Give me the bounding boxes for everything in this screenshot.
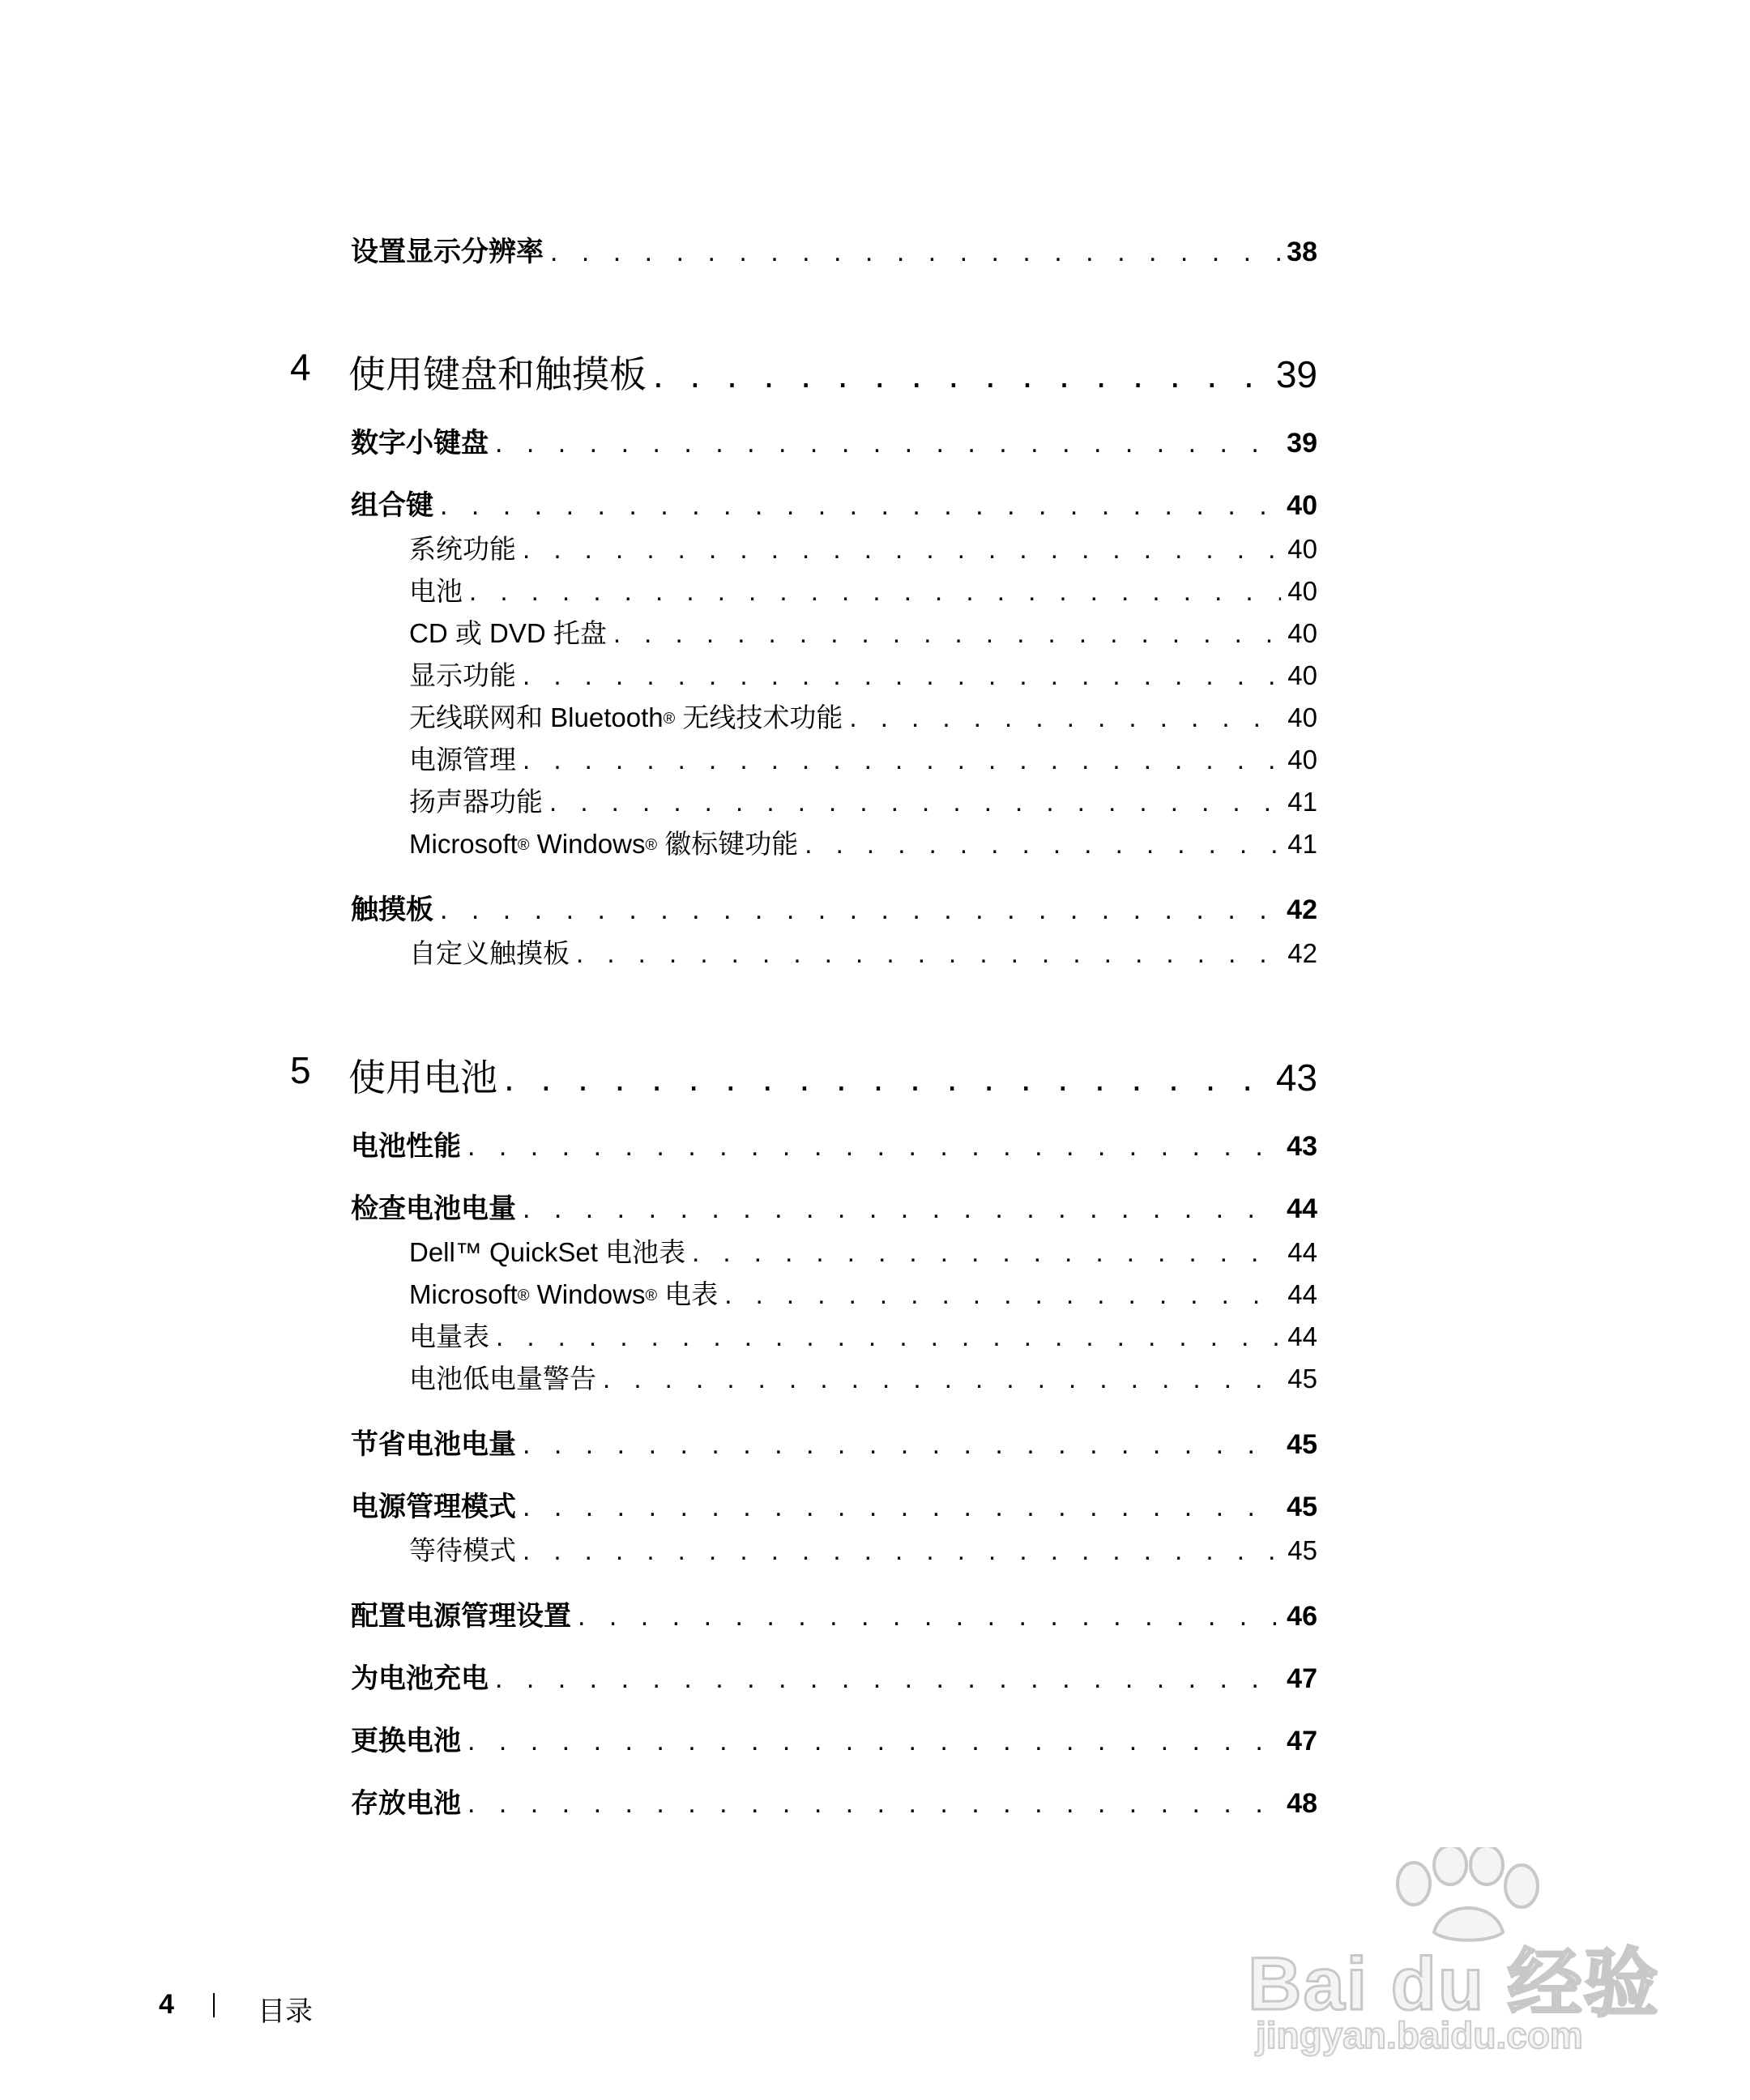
chapter-title: 使用键盘和触摸板 — [348, 353, 647, 395]
chapter-page: 43 — [1275, 1056, 1317, 1099]
toc-entry-title — [409, 823, 798, 861]
title-part: Microsoft — [409, 829, 518, 859]
toc-entry-title: 为电池充电 — [351, 1663, 489, 1694]
toc-subentry-windows-logo-key[interactable] — [409, 823, 1317, 861]
dot-leader — [576, 938, 1281, 969]
toc-entry-page: 42 — [1287, 938, 1317, 968]
watermark-url: jingyan.baidu.com — [1256, 2014, 1583, 2056]
toc-entry-title: 节省电池电量 — [351, 1429, 516, 1460]
toc-entry-key-combinations[interactable] — [351, 483, 1317, 523]
toc-entry-page: 45 — [1287, 1429, 1317, 1460]
dot-leader — [495, 1663, 1280, 1695]
toc-entry-conserve-battery[interactable] — [351, 1422, 1317, 1462]
toc-entry-page: 40 — [1287, 745, 1317, 775]
toc-entry-title: 更换电池 — [351, 1726, 461, 1756]
dot-leader — [496, 1321, 1281, 1352]
dot-leader — [467, 1726, 1280, 1757]
toc-entry-page: 41 — [1287, 787, 1317, 817]
toc-entry-touchpad[interactable] — [351, 887, 1317, 927]
toc-entry-title: 数字小键盘 — [351, 428, 489, 459]
dot-leader — [523, 1193, 1280, 1225]
toc-entry-page: 41 — [1287, 829, 1317, 859]
toc-entry-page: 45 — [1287, 1492, 1317, 1522]
toc-subentry-customize-touchpad[interactable] — [409, 933, 1317, 971]
dot-leader — [467, 1131, 1280, 1163]
chapter-title: 使用电池 — [348, 1056, 497, 1099]
dot-leader — [504, 1056, 1270, 1099]
chapter-page: 39 — [1275, 353, 1317, 395]
toc-entry-title — [409, 1274, 718, 1312]
toc-entry-title: 存放电池 — [351, 1788, 461, 1819]
toc-entry-title: 触摸板 — [351, 894, 433, 925]
toc-subentry-charge-gauge[interactable] — [409, 1316, 1317, 1354]
toc-entry-display-resolution[interactable] — [351, 229, 1317, 269]
title-part: Windows — [529, 1279, 646, 1309]
dot-leader — [523, 660, 1281, 691]
toc-entry-page: 43 — [1287, 1131, 1317, 1162]
toc-entry-page: 39 — [1287, 428, 1317, 459]
chapter-heading-5[interactable] — [348, 1048, 1317, 1102]
title-part: Windows — [529, 829, 646, 859]
dot-leader — [469, 576, 1281, 607]
dot-leader — [603, 1364, 1281, 1394]
title-part: Microsoft — [409, 1279, 518, 1309]
toc-entry-numeric-keypad[interactable] — [351, 420, 1317, 460]
toc-entry-page: 40 — [1287, 534, 1317, 564]
footer-separator — [213, 1993, 215, 2017]
toc-entry-title: 等待模式 — [409, 1535, 516, 1565]
toc-entry-title: 电池低电量警告 — [409, 1364, 596, 1394]
toc-entry-page: 38 — [1287, 237, 1317, 267]
footer-label: 目录 — [258, 1996, 313, 2027]
toc-entry-page: 40 — [1287, 702, 1317, 732]
dot-leader — [653, 352, 1270, 396]
toc-subentry-display-functions[interactable] — [409, 655, 1317, 693]
toc-entry-title: 扬声器功能 — [409, 787, 543, 817]
toc-entry-title: Dell™ QuickSet 电池表 — [409, 1237, 686, 1267]
toc-entry-title: 自定义触摸板 — [409, 938, 570, 968]
toc-entry-page: 44 — [1287, 1237, 1317, 1267]
toc-entry-title: 组合键 — [351, 490, 433, 521]
toc-entry-store-battery[interactable] — [351, 1781, 1317, 1820]
dot-leader — [613, 618, 1281, 649]
toc-entry-title: 系统功能 — [409, 534, 516, 564]
toc-entry-configure-power-settings[interactable] — [351, 1594, 1317, 1633]
toc-entry-page: 44 — [1287, 1279, 1317, 1309]
toc-subentry-speaker-functions[interactable] — [409, 781, 1317, 819]
toc-subentry-battery[interactable] — [409, 570, 1317, 608]
registered-mark: ® — [645, 1287, 658, 1305]
toc-subentry-wireless-bluetooth[interactable] — [409, 697, 1317, 735]
toc-entry-title: 电源管理模式 — [351, 1492, 516, 1522]
registered-mark: ® — [517, 836, 530, 855]
dot-leader — [849, 702, 1281, 733]
toc-entry-page: 45 — [1287, 1535, 1317, 1565]
toc-entry-title: 设置显示分辨率 — [351, 237, 544, 267]
toc-subentry-quickset-battery-meter[interactable] — [409, 1231, 1317, 1270]
toc-entry-page: 40 — [1287, 576, 1317, 606]
dot-leader — [523, 1535, 1281, 1566]
registered-mark: ® — [645, 836, 658, 855]
toc-subentry-power-management[interactable] — [409, 739, 1317, 777]
dot-leader — [523, 1429, 1280, 1461]
toc-entry-title: 检查电池电量 — [351, 1193, 516, 1224]
dot-leader — [578, 1601, 1280, 1633]
dot-leader — [692, 1237, 1281, 1268]
toc-entry-page: 44 — [1287, 1193, 1317, 1224]
toc-entry-page: 48 — [1287, 1788, 1317, 1819]
dot-leader — [440, 894, 1280, 926]
toc-entry-page: 47 — [1287, 1726, 1317, 1756]
dot-leader — [549, 787, 1281, 817]
toc-entry-page: 45 — [1287, 1364, 1317, 1394]
registered-mark: ® — [663, 710, 676, 728]
dot-leader — [523, 534, 1281, 565]
dot-leader — [550, 237, 1280, 268]
toc-entry-page: 44 — [1287, 1321, 1317, 1351]
footer-page-number: 4 — [159, 1989, 174, 2020]
toc-entry-page: 47 — [1287, 1663, 1317, 1694]
dot-leader — [724, 1279, 1281, 1310]
toc-entry-power-management-modes[interactable] — [351, 1484, 1317, 1524]
title-part: 电表 — [657, 1279, 719, 1309]
toc-entry-replace-battery[interactable] — [351, 1718, 1317, 1758]
title-part: 无线技术功能 — [675, 702, 843, 732]
registered-mark: ® — [517, 1287, 530, 1305]
toc-entry-charge-battery[interactable] — [351, 1656, 1317, 1696]
chapter-number: 4 — [290, 346, 311, 388]
toc-entry-check-battery-charge[interactable] — [351, 1186, 1317, 1226]
toc-subentry-windows-power-meter[interactable] — [409, 1274, 1317, 1312]
watermark-logo: Bai du 经验 — [1248, 1943, 1660, 2025]
toc-entry-title: 电池 — [409, 576, 463, 606]
dot-leader — [467, 1788, 1280, 1820]
title-part: 徽标键功能 — [657, 829, 799, 859]
toc-entry-title: 电池性能 — [351, 1131, 461, 1162]
toc-subentry-system-functions[interactable] — [409, 528, 1317, 566]
dot-leader — [523, 745, 1281, 775]
toc-entry-page: 40 — [1287, 660, 1317, 690]
toc-entry-page: 40 — [1287, 490, 1317, 521]
toc-subentry-cd-dvd-tray[interactable] — [409, 612, 1317, 651]
toc-entry-title — [409, 697, 843, 735]
baidu-jingyan-watermark — [1248, 1847, 1669, 2058]
toc-entry-page: 42 — [1287, 894, 1317, 925]
toc-entry-title: 显示功能 — [409, 660, 516, 690]
toc-entry-title: 电源管理 — [409, 745, 516, 775]
toc-entry-title: 电量表 — [409, 1321, 489, 1351]
dot-leader — [495, 428, 1280, 459]
toc-entry-title: 配置电源管理设置 — [351, 1601, 571, 1632]
toc-entry-battery-performance[interactable] — [351, 1124, 1317, 1163]
toc-subentry-low-battery-warning[interactable] — [409, 1358, 1317, 1396]
toc-entry-page: 40 — [1287, 618, 1317, 648]
dot-leader — [440, 490, 1280, 522]
dot-leader — [523, 1492, 1280, 1523]
toc-subentry-standby-mode[interactable] — [409, 1530, 1317, 1568]
chapter-number: 5 — [290, 1049, 311, 1091]
chapter-heading-4[interactable] — [348, 345, 1317, 399]
toc-entry-page: 46 — [1287, 1601, 1317, 1632]
dot-leader — [805, 829, 1281, 860]
title-part: 无线联网和 Bluetooth — [409, 702, 664, 732]
toc-entry-title: CD 或 DVD 托盘 — [409, 618, 607, 648]
